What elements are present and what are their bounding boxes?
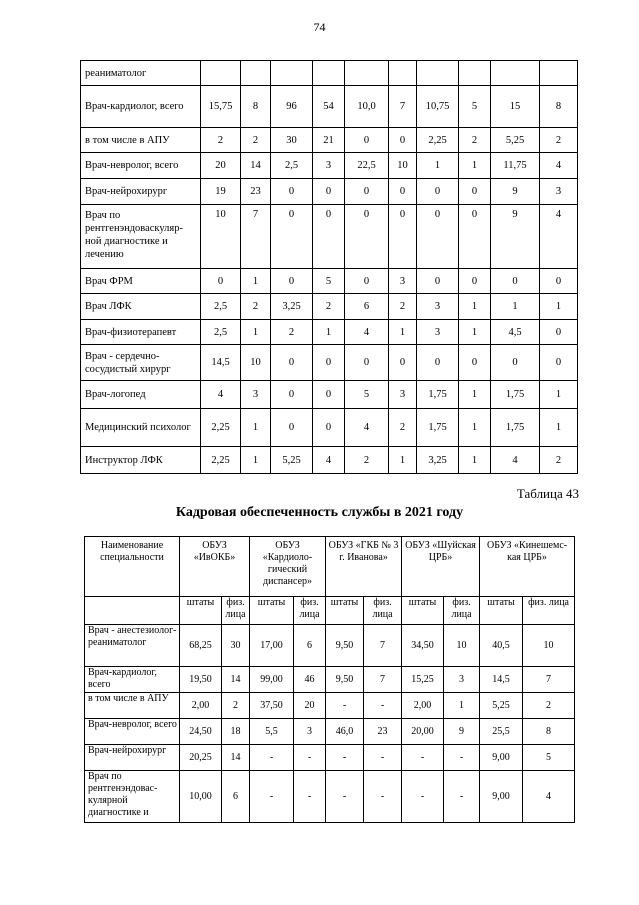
value-cell: 3 (294, 719, 326, 745)
subheader-cell: штаты (180, 597, 222, 625)
value-cell: 20 (201, 153, 241, 179)
value-cell: 0 (540, 269, 578, 294)
value-cell: 1 (444, 693, 480, 719)
value-cell: 4 (540, 153, 578, 179)
value-cell (241, 61, 271, 86)
value-cell: 1 (241, 409, 271, 447)
specialty-cell: Врач по рентгенэндовас-кулярной диагностике и (85, 771, 180, 823)
value-cell: 37,50 (250, 693, 294, 719)
value-cell: 1 (417, 153, 459, 179)
table-row (81, 269, 578, 294)
value-cell: 0 (271, 409, 313, 447)
value-cell: 2,5 (201, 320, 241, 345)
value-cell: 17,00 (250, 625, 294, 667)
value-cell: 5 (313, 269, 345, 294)
value-cell: 0 (540, 320, 578, 345)
value-cell: 1,75 (491, 381, 540, 409)
value-cell: 0 (459, 205, 491, 269)
value-cell: 18 (222, 719, 250, 745)
value-cell: 2,5 (201, 294, 241, 320)
value-cell: 4 (313, 447, 345, 474)
value-cell: 15,75 (201, 86, 241, 128)
value-cell: 9,00 (480, 771, 523, 823)
table-row (85, 693, 575, 719)
value-cell: 0 (271, 205, 313, 269)
value-cell: 19 (201, 179, 241, 205)
value-cell: - (294, 771, 326, 823)
value-cell: 2,25 (201, 447, 241, 474)
specialty-cell: Врач-нейрохирург (85, 745, 180, 771)
value-cell: 30 (271, 128, 313, 153)
subheader-cell: физ. лица (294, 597, 326, 625)
value-cell: 1 (540, 381, 578, 409)
value-cell: 3 (417, 320, 459, 345)
value-cell: 0 (417, 179, 459, 205)
value-cell: 0 (345, 345, 389, 381)
value-cell: 0 (345, 128, 389, 153)
value-cell: 54 (313, 86, 345, 128)
value-cell: 5,25 (491, 128, 540, 153)
value-cell: 20,25 (180, 745, 222, 771)
value-cell: 46 (294, 667, 326, 693)
value-cell: 5 (345, 381, 389, 409)
value-cell: 10,75 (417, 86, 459, 128)
value-cell: 21 (313, 128, 345, 153)
specialty-cell: Врач-невролог, всего (81, 153, 201, 179)
value-cell: 7 (523, 667, 575, 693)
org-header: ОБУЗ «Кардиоло-гический диспансер» (250, 537, 326, 597)
value-cell: 1 (389, 447, 417, 474)
value-cell: 10,0 (345, 86, 389, 128)
value-cell: 30 (222, 625, 250, 667)
value-cell: 7 (241, 205, 271, 269)
value-cell: 15,25 (402, 667, 444, 693)
value-cell: 10 (241, 345, 271, 381)
value-cell (540, 61, 578, 86)
value-cell: 0 (459, 345, 491, 381)
specialty-cell: Врач - сердечно-сосудистый хирург (81, 345, 201, 381)
subheader-cell: штаты (250, 597, 294, 625)
value-cell: - (364, 771, 402, 823)
specialty-cell: Врач-нейрохирург (81, 179, 201, 205)
value-cell (459, 61, 491, 86)
value-cell: 0 (271, 381, 313, 409)
value-cell: 2,5 (271, 153, 313, 179)
value-cell: 0 (417, 205, 459, 269)
value-cell: 5,25 (271, 447, 313, 474)
org-header: ОБУЗ «ГКБ № 3 г. Иванова» (326, 537, 402, 597)
value-cell: 4 (523, 771, 575, 823)
value-cell: 23 (241, 179, 271, 205)
value-cell: 1,75 (417, 409, 459, 447)
table-row (81, 61, 578, 86)
value-cell: 2 (540, 447, 578, 474)
value-cell: 5 (523, 745, 575, 771)
value-cell: 14,5 (201, 345, 241, 381)
table-row (81, 447, 578, 474)
table-row (81, 320, 578, 345)
value-cell: 0 (313, 409, 345, 447)
subheader-cell: штаты (326, 597, 364, 625)
value-cell: 3 (313, 153, 345, 179)
value-cell: 3,25 (271, 294, 313, 320)
value-cell: 6 (294, 625, 326, 667)
value-cell: 1 (459, 153, 491, 179)
value-cell: 3 (417, 294, 459, 320)
value-cell: 4 (345, 320, 389, 345)
value-cell: 2,00 (180, 693, 222, 719)
value-cell: 2 (313, 294, 345, 320)
value-cell: 7 (389, 86, 417, 128)
specialty-cell: в том числе в АПУ (85, 693, 180, 719)
value-cell: - (250, 745, 294, 771)
empty-header-cell (85, 597, 180, 625)
value-cell: 3 (540, 179, 578, 205)
value-cell: 99,00 (250, 667, 294, 693)
value-cell: 0 (491, 269, 540, 294)
value-cell: 2,25 (201, 409, 241, 447)
value-cell: 9,50 (326, 625, 364, 667)
value-cell: 6 (222, 771, 250, 823)
value-cell: 0 (271, 269, 313, 294)
value-cell: 0 (313, 179, 345, 205)
value-cell (491, 61, 540, 86)
value-cell: 0 (313, 205, 345, 269)
staffing-table-2021 (84, 536, 575, 823)
value-cell: 1 (459, 320, 491, 345)
value-cell: 2 (241, 128, 271, 153)
value-cell: 9 (491, 205, 540, 269)
specialty-header: Наименование специальности (85, 537, 180, 597)
specialty-cell: Врач-физиотерапевт (81, 320, 201, 345)
value-cell (389, 61, 417, 86)
value-cell: 9 (491, 179, 540, 205)
value-cell: 3 (389, 269, 417, 294)
staffing-table-continued (80, 60, 578, 474)
value-cell: 10 (389, 153, 417, 179)
value-cell: 0 (459, 179, 491, 205)
value-cell: 0 (417, 345, 459, 381)
value-cell: 3 (389, 381, 417, 409)
value-cell: 0 (345, 179, 389, 205)
value-cell: - (402, 745, 444, 771)
value-cell: 4,5 (491, 320, 540, 345)
table-row (81, 86, 578, 128)
page-number: 74 (313, 20, 326, 34)
value-cell (313, 61, 345, 86)
value-cell: 4 (540, 205, 578, 269)
value-cell: 14 (222, 745, 250, 771)
value-cell: 22,5 (345, 153, 389, 179)
value-cell: 1 (540, 409, 578, 447)
value-cell: 0 (201, 269, 241, 294)
org-header: ОБУЗ «Кинешемс-кая ЦРБ» (480, 537, 575, 597)
value-cell: 1 (241, 320, 271, 345)
value-cell: 11,75 (491, 153, 540, 179)
table-row (81, 409, 578, 447)
value-cell: 1 (540, 294, 578, 320)
value-cell: 0 (459, 269, 491, 294)
value-cell: 8 (241, 86, 271, 128)
specialty-cell: Инструктор ЛФК (81, 447, 201, 474)
subheader-cell: штаты (480, 597, 523, 625)
value-cell: - (294, 745, 326, 771)
value-cell: 10 (444, 625, 480, 667)
table-row (81, 294, 578, 320)
value-cell: - (326, 771, 364, 823)
specialty-cell: Врач ЛФК (81, 294, 201, 320)
specialty-cell: Врач-логопед (81, 381, 201, 409)
value-cell: - (364, 745, 402, 771)
value-cell: 2,00 (402, 693, 444, 719)
specialty-cell: в том числе в АПУ (81, 128, 201, 153)
value-cell: 5,5 (250, 719, 294, 745)
value-cell: 23 (364, 719, 402, 745)
value-cell: 0 (491, 345, 540, 381)
table-number: Таблица 43 (516, 486, 579, 501)
value-cell: 2 (201, 128, 241, 153)
value-cell: 2 (459, 128, 491, 153)
value-cell (417, 61, 459, 86)
table-row (85, 771, 575, 823)
specialty-cell: Врач-кардиолог, всего (81, 86, 201, 128)
specialty-cell: реаниматолог (81, 61, 201, 86)
subheader-cell: физ. лица (222, 597, 250, 625)
value-cell: 2 (523, 693, 575, 719)
value-cell: 10 (523, 625, 575, 667)
value-cell: - (402, 771, 444, 823)
value-cell: 7 (364, 667, 402, 693)
value-cell: 20 (294, 693, 326, 719)
value-cell: 2 (389, 294, 417, 320)
value-cell: 96 (271, 86, 313, 128)
value-cell: 1 (459, 381, 491, 409)
value-cell (201, 61, 241, 86)
value-cell: 3 (444, 667, 480, 693)
value-cell: 0 (389, 205, 417, 269)
specialty-cell: Врач - анестезиолог-реаниматолог (85, 625, 180, 667)
specialty-cell: Врач по рентгенэндоваскуляр-ной диагностике и лечению (81, 205, 201, 269)
value-cell: 10 (201, 205, 241, 269)
value-cell: 0 (540, 345, 578, 381)
value-cell: 0 (271, 179, 313, 205)
subheader-cell: физ. лица (364, 597, 402, 625)
value-cell: 25,5 (480, 719, 523, 745)
value-cell: 68,25 (180, 625, 222, 667)
specialty-cell: Врач ФРМ (81, 269, 201, 294)
subheader-cell: физ. лица (523, 597, 575, 625)
value-cell: 3,25 (417, 447, 459, 474)
value-cell: 2 (345, 447, 389, 474)
value-cell: 9 (444, 719, 480, 745)
value-cell: 2 (271, 320, 313, 345)
subheader-cell: физ. лица (444, 597, 480, 625)
value-cell: - (326, 745, 364, 771)
value-cell: 9,00 (480, 745, 523, 771)
value-cell: 3 (241, 381, 271, 409)
table-row (85, 719, 575, 745)
value-cell: 0 (313, 381, 345, 409)
value-cell: 4 (345, 409, 389, 447)
specialty-cell: Врач-невролог, всего (85, 719, 180, 745)
value-cell: - (444, 745, 480, 771)
table-row (85, 625, 575, 667)
value-cell: 0 (345, 269, 389, 294)
value-cell: 2 (241, 294, 271, 320)
org-header: ОБУЗ «Шуйская ЦРБ» (402, 537, 480, 597)
table-title: Кадровая обеспеченность службы в 2021 году (175, 505, 464, 520)
org-header: ОБУЗ «ИвОКБ» (180, 537, 250, 597)
value-cell (345, 61, 389, 86)
value-cell: 1 (313, 320, 345, 345)
value-cell: 0 (389, 128, 417, 153)
table-row (85, 745, 575, 771)
value-cell: - (444, 771, 480, 823)
value-cell: 1 (241, 269, 271, 294)
value-cell: 19,50 (180, 667, 222, 693)
value-cell: 2 (222, 693, 250, 719)
value-cell: 9,50 (326, 667, 364, 693)
value-cell: 2 (540, 128, 578, 153)
value-cell: 5,25 (480, 693, 523, 719)
table-row (81, 345, 578, 381)
value-cell: 8 (523, 719, 575, 745)
value-cell: 40,5 (480, 625, 523, 667)
value-cell: - (250, 771, 294, 823)
value-cell: 0 (417, 269, 459, 294)
value-cell: 1 (459, 294, 491, 320)
value-cell: 20,00 (402, 719, 444, 745)
value-cell: 2,25 (417, 128, 459, 153)
value-cell: 5 (459, 86, 491, 128)
value-cell: 0 (313, 345, 345, 381)
value-cell: 7 (364, 625, 402, 667)
value-cell: 1 (459, 409, 491, 447)
value-cell: 2 (389, 409, 417, 447)
value-cell: 10,00 (180, 771, 222, 823)
table-row (81, 381, 578, 409)
value-cell: 14,5 (480, 667, 523, 693)
value-cell: 1,75 (417, 381, 459, 409)
table-row (81, 128, 578, 153)
value-cell (271, 61, 313, 86)
value-cell: 8 (540, 86, 578, 128)
value-cell: 1,75 (491, 409, 540, 447)
value-cell: 15 (491, 86, 540, 128)
value-cell: 0 (389, 179, 417, 205)
value-cell: 4 (491, 447, 540, 474)
value-cell: 46,0 (326, 719, 364, 745)
value-cell: 1 (389, 320, 417, 345)
value-cell: 4 (201, 381, 241, 409)
table-row (81, 205, 578, 269)
value-cell: 14 (241, 153, 271, 179)
value-cell: 1 (459, 447, 491, 474)
table-row (81, 179, 578, 205)
table-row (85, 667, 575, 693)
value-cell: 0 (271, 345, 313, 381)
value-cell: 1 (241, 447, 271, 474)
value-cell: 34,50 (402, 625, 444, 667)
value-cell: 24,50 (180, 719, 222, 745)
value-cell: 1 (491, 294, 540, 320)
specialty-cell: Врач-кардиолог, всего (85, 667, 180, 693)
specialty-cell: Медицинский психолог (81, 409, 201, 447)
value-cell: - (364, 693, 402, 719)
table-row (81, 153, 578, 179)
value-cell: 0 (389, 345, 417, 381)
value-cell: 0 (345, 205, 389, 269)
subheader-cell: штаты (402, 597, 444, 625)
value-cell: 6 (345, 294, 389, 320)
value-cell: - (326, 693, 364, 719)
value-cell: 14 (222, 667, 250, 693)
